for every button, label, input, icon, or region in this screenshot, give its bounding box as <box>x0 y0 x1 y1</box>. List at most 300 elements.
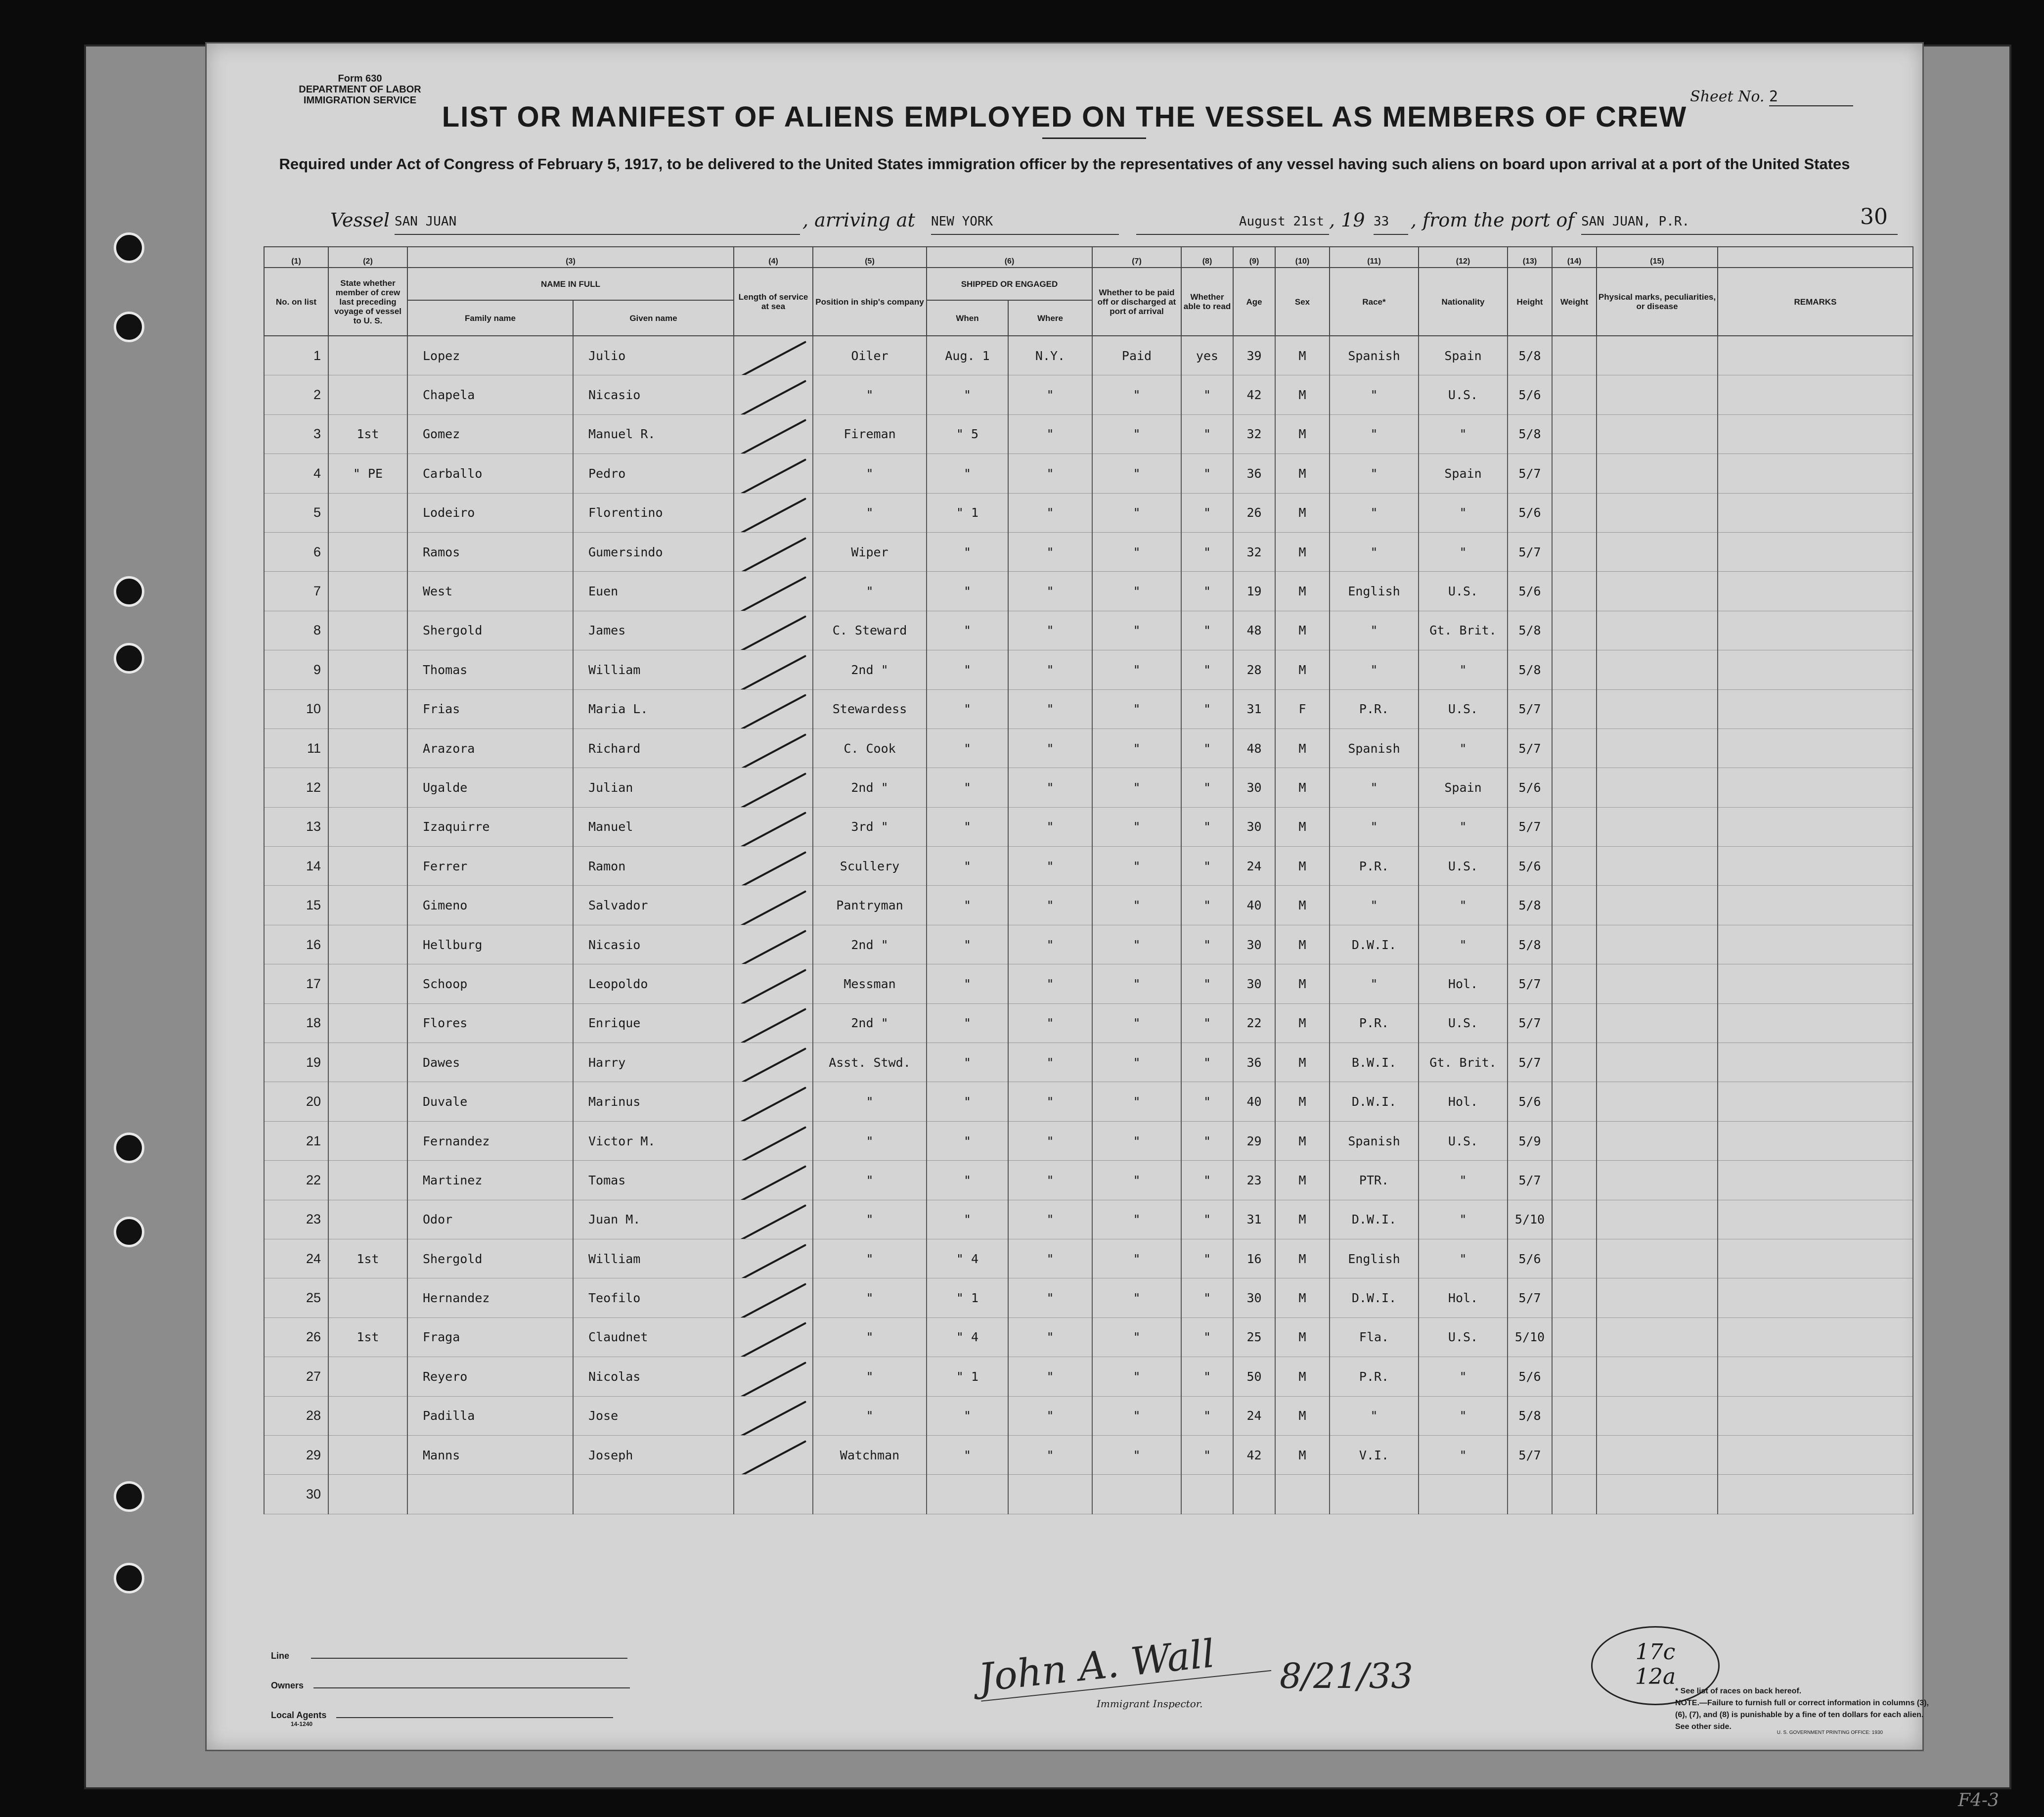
family-name-cell: Martinez <box>407 1161 573 1200</box>
nationality-cell: U.S. <box>1419 375 1508 414</box>
shipped-when-cell: " 1 <box>927 1357 1008 1396</box>
weight-cell <box>1552 1435 1597 1474</box>
shipped-when-cell: " <box>927 728 1008 768</box>
shipped-where-cell: " <box>1008 1278 1092 1317</box>
able-to-read-cell: " <box>1181 1161 1233 1200</box>
table-row <box>264 807 1913 846</box>
physical-marks-cell <box>1597 414 1718 454</box>
family-name-cell: Gomez <box>407 414 573 454</box>
last-voyage-cell <box>328 1475 407 1514</box>
remarks-cell <box>1718 768 1913 807</box>
shipped-when-cell: " <box>927 807 1008 846</box>
able-to-read-cell: " <box>1181 1003 1233 1043</box>
row-number: 25 <box>264 1278 328 1317</box>
nationality-cell: " <box>1419 1200 1508 1239</box>
shipped-where-cell: " <box>1008 1239 1092 1278</box>
physical-marks-cell <box>1597 611 1718 650</box>
given-name-cell: Nicolas <box>573 1357 734 1396</box>
row-number: 27 <box>264 1357 328 1396</box>
last-voyage-cell: 1st <box>328 1317 407 1357</box>
given-name-cell: William <box>573 650 734 689</box>
paid-off-cell: " <box>1092 454 1181 493</box>
length-of-service-cell <box>734 1435 813 1474</box>
sex-cell: M <box>1275 807 1330 846</box>
weight-cell <box>1552 689 1597 728</box>
given-name-cell: Julian <box>573 768 734 807</box>
given-name-cell: Joseph <box>573 1435 734 1474</box>
inspector-signature: John A. Wall <box>977 1626 1271 1701</box>
able-to-read-cell: " <box>1181 1278 1233 1317</box>
length-of-service-cell <box>734 532 813 571</box>
row-number: 30 <box>264 1475 328 1514</box>
shipped-when-cell: " <box>927 1435 1008 1474</box>
port-value: SAN JUAN, P.R. <box>1581 214 1898 235</box>
length-of-service-cell <box>734 1121 813 1160</box>
check-slash-icon <box>740 694 806 728</box>
paid-off-cell: " <box>1092 1317 1181 1357</box>
row-number: 16 <box>264 925 328 964</box>
race-cell: D.W.I. <box>1330 1200 1419 1239</box>
physical-marks-cell <box>1597 1475 1718 1514</box>
shipped-where-cell: " <box>1008 1082 1092 1121</box>
shipped-where-cell: " <box>1008 847 1092 886</box>
height-cell: 5/7 <box>1508 728 1552 768</box>
age-cell: 26 <box>1233 493 1275 532</box>
family-name-cell: Odor <box>407 1200 573 1239</box>
age-cell: 30 <box>1233 768 1275 807</box>
check-slash-icon <box>740 969 806 1003</box>
row-number: 3 <box>264 414 328 454</box>
binder-hole-icon <box>114 1563 144 1593</box>
shipped-where-cell: " <box>1008 1121 1092 1160</box>
col-number: (11) <box>1330 247 1419 268</box>
age-cell: 50 <box>1233 1357 1275 1396</box>
sex-cell: M <box>1275 336 1330 375</box>
col-number: (3) <box>407 247 734 268</box>
position-cell: Stewardess <box>813 689 927 728</box>
document-subtitle: Required under Act of Congress of February 5, 1917, to be delivered to the United States immigration officer by the representatives of any vessel having such aliens on board upon arrival at a port of the United States <box>279 155 1850 173</box>
agents-field <box>271 1710 613 1727</box>
paid-off-cell: " <box>1092 1278 1181 1317</box>
sex-cell: M <box>1275 847 1330 886</box>
last-voyage-cell <box>328 375 407 414</box>
nationality-cell: Hol. <box>1419 964 1508 1003</box>
family-name-cell: Duvale <box>407 1082 573 1121</box>
weight-cell <box>1552 1043 1597 1082</box>
sex-cell <box>1275 1475 1330 1514</box>
sex-cell: M <box>1275 768 1330 807</box>
header-name-in-full: NAME IN FULL <box>407 268 734 300</box>
weight-cell <box>1552 1082 1597 1121</box>
row-number: 4 <box>264 454 328 493</box>
shipped-where-cell: " <box>1008 532 1092 571</box>
last-voyage-cell <box>328 336 407 375</box>
paid-off-cell: " <box>1092 493 1181 532</box>
paid-off-cell: " <box>1092 414 1181 454</box>
paid-off-cell: " <box>1092 572 1181 611</box>
position-cell: " <box>813 1239 927 1278</box>
position-cell: " <box>813 1200 927 1239</box>
shipped-when-cell: " <box>927 1161 1008 1200</box>
height-cell: 5/10 <box>1508 1200 1552 1239</box>
remarks-cell <box>1718 1278 1913 1317</box>
length-of-service-cell <box>734 375 813 414</box>
height-cell: 5/6 <box>1508 375 1552 414</box>
weight-cell <box>1552 650 1597 689</box>
sex-cell: M <box>1275 1396 1330 1435</box>
given-name-cell: Harry <box>573 1043 734 1082</box>
position-cell: " <box>813 1121 927 1160</box>
shipped-when-cell: " <box>927 925 1008 964</box>
position-cell: Scullery <box>813 847 927 886</box>
shipped-where-cell: " <box>1008 572 1092 611</box>
last-voyage-cell <box>328 886 407 925</box>
shipped-when-cell: Aug. 1 <box>927 336 1008 375</box>
manifest-sheet <box>205 42 1929 1751</box>
shipped-when-cell: " 4 <box>927 1239 1008 1278</box>
remarks-cell <box>1718 1317 1913 1357</box>
family-name-cell: Dawes <box>407 1043 573 1082</box>
header-sex: Sex <box>1275 268 1330 336</box>
position-cell: Fireman <box>813 414 927 454</box>
header-paid-off: Whether to be paid off or discharged at port of arrival <box>1092 268 1181 336</box>
age-cell: 32 <box>1233 532 1275 571</box>
paid-off-cell: " <box>1092 847 1181 886</box>
row-number: 6 <box>264 532 328 571</box>
race-cell: D.W.I. <box>1330 1082 1419 1121</box>
sex-cell: M <box>1275 1200 1330 1239</box>
header-position: Position in ship's company <box>813 268 927 336</box>
check-slash-icon <box>740 1440 806 1475</box>
able-to-read-cell: " <box>1181 1043 1233 1082</box>
length-of-service-cell <box>734 964 813 1003</box>
family-name-cell: Frias <box>407 689 573 728</box>
last-voyage-cell <box>328 572 407 611</box>
position-cell: Asst. Stwd. <box>813 1043 927 1082</box>
nationality-cell <box>1419 1475 1508 1514</box>
able-to-read-cell: " <box>1181 1239 1233 1278</box>
family-name-cell: Padilla <box>407 1396 573 1435</box>
paid-off-cell: " <box>1092 1121 1181 1160</box>
race-cell: " <box>1330 532 1419 571</box>
family-name-cell: Shergold <box>407 1239 573 1278</box>
sex-cell: F <box>1275 689 1330 728</box>
shipped-when-cell: " <box>927 964 1008 1003</box>
able-to-read-cell: " <box>1181 847 1233 886</box>
table-row <box>264 925 1913 964</box>
able-to-read-cell: " <box>1181 1357 1233 1396</box>
physical-marks-cell <box>1597 1357 1718 1396</box>
col-number: (9) <box>1233 247 1275 268</box>
shipped-where-cell: " <box>1008 964 1092 1003</box>
family-name-cell: Arazora <box>407 728 573 768</box>
remarks-cell <box>1718 1121 1913 1160</box>
shipped-when-cell <box>927 1475 1008 1514</box>
row-number: 8 <box>264 611 328 650</box>
col-number: (14) <box>1552 247 1597 268</box>
age-cell <box>1233 1475 1275 1514</box>
col-number: (15) <box>1597 247 1718 268</box>
physical-marks-cell <box>1597 847 1718 886</box>
check-slash-icon <box>740 733 806 768</box>
nationality-cell: " <box>1419 1357 1508 1396</box>
owners-label: Owners <box>271 1681 304 1690</box>
shipped-where-cell: " <box>1008 768 1092 807</box>
sex-cell: M <box>1275 414 1330 454</box>
position-cell: 2nd " <box>813 925 927 964</box>
shipped-where-cell: " <box>1008 493 1092 532</box>
able-to-read-cell: " <box>1181 532 1233 571</box>
check-slash-icon <box>740 1283 806 1317</box>
able-to-read-cell <box>1181 1475 1233 1514</box>
shipped-where-cell: N.Y. <box>1008 336 1092 375</box>
col-number: (10) <box>1275 247 1330 268</box>
last-voyage-cell <box>328 1278 407 1317</box>
position-cell: " <box>813 454 927 493</box>
position-cell: 2nd " <box>813 768 927 807</box>
weight-cell <box>1552 414 1597 454</box>
agents-label: Local Agents <box>271 1710 327 1720</box>
header-given-name: Given name <box>573 300 734 336</box>
height-cell: 5/7 <box>1508 532 1552 571</box>
shipped-where-cell: " <box>1008 689 1092 728</box>
length-of-service-cell <box>734 689 813 728</box>
race-cell: Spanish <box>1330 728 1419 768</box>
header-age: Age <box>1233 268 1275 336</box>
last-voyage-cell <box>328 1357 407 1396</box>
able-to-read-cell: " <box>1181 1121 1233 1160</box>
paid-off-cell: " <box>1092 1239 1181 1278</box>
length-of-service-cell <box>734 611 813 650</box>
table-row <box>264 1475 1913 1514</box>
last-voyage-cell <box>328 728 407 768</box>
height-cell: 5/6 <box>1508 1357 1552 1396</box>
table-row <box>264 728 1913 768</box>
signed-date: 8/21/33 <box>1280 1656 1413 1696</box>
check-slash-icon <box>740 1087 806 1121</box>
manifest-body <box>264 336 1913 1514</box>
check-slash-icon <box>740 1362 806 1396</box>
age-cell: 30 <box>1233 1278 1275 1317</box>
year-value: 33 <box>1374 214 1408 235</box>
nationality-cell: U.S. <box>1419 572 1508 611</box>
table-row <box>264 611 1913 650</box>
table-row <box>264 964 1913 1003</box>
header-family-name: Family name <box>407 300 573 336</box>
length-of-service-cell <box>734 650 813 689</box>
last-voyage-cell <box>328 1003 407 1043</box>
race-cell: " <box>1330 375 1419 414</box>
able-to-read-cell: " <box>1181 650 1233 689</box>
shipped-when-cell: " <box>927 768 1008 807</box>
shipped-when-cell: " <box>927 572 1008 611</box>
height-cell: 5/6 <box>1508 493 1552 532</box>
header-length-of-service: Length of service at sea <box>734 268 813 336</box>
height-cell: 5/8 <box>1508 611 1552 650</box>
shipped-when-cell: " 1 <box>927 493 1008 532</box>
header-physical-marks: Physical marks, peculiarities, or disease <box>1597 268 1718 336</box>
check-slash-icon <box>740 851 806 886</box>
able-to-read-cell: " <box>1181 454 1233 493</box>
nationality-cell: Gt. Brit. <box>1419 611 1508 650</box>
able-to-read-cell: " <box>1181 964 1233 1003</box>
race-cell: Fla. <box>1330 1317 1419 1357</box>
physical-marks-cell <box>1597 886 1718 925</box>
race-cell: " <box>1330 611 1419 650</box>
col-number: (5) <box>813 247 927 268</box>
height-cell: 5/8 <box>1508 925 1552 964</box>
col-number: (12) <box>1419 247 1508 268</box>
length-of-service-cell <box>734 847 813 886</box>
position-cell: Oiler <box>813 336 927 375</box>
remarks-cell <box>1718 336 1913 375</box>
binder-hole-icon <box>114 312 144 342</box>
sex-cell: M <box>1275 1278 1330 1317</box>
nationality-cell: " <box>1419 1239 1508 1278</box>
row-number: 28 <box>264 1396 328 1435</box>
last-voyage-cell <box>328 1121 407 1160</box>
last-voyage-cell <box>328 768 407 807</box>
given-name-cell: Euen <box>573 572 734 611</box>
age-cell: 48 <box>1233 728 1275 768</box>
nationality-cell: U.S. <box>1419 689 1508 728</box>
position-cell: C. Cook <box>813 728 927 768</box>
given-name-cell: Juan M. <box>573 1200 734 1239</box>
length-of-service-cell <box>734 572 813 611</box>
col-number: (8) <box>1181 247 1233 268</box>
table-row <box>264 1239 1913 1278</box>
shipped-where-cell: " <box>1008 414 1092 454</box>
corner-mark: F4-3 <box>1958 1790 1999 1811</box>
check-slash-icon <box>740 1047 806 1082</box>
row-number: 11 <box>264 728 328 768</box>
position-cell: " <box>813 572 927 611</box>
nationality-cell: Hol. <box>1419 1278 1508 1317</box>
binder-hole-icon <box>114 1217 144 1247</box>
col-number: (6) <box>927 247 1092 268</box>
paid-off-cell: " <box>1092 650 1181 689</box>
shipped-where-cell: " <box>1008 1435 1092 1474</box>
table-row <box>264 1317 1913 1357</box>
race-cell: " <box>1330 886 1419 925</box>
row-number: 7 <box>264 572 328 611</box>
race-cell: " <box>1330 1396 1419 1435</box>
row-number: 24 <box>264 1239 328 1278</box>
given-name-cell: Manuel <box>573 807 734 846</box>
given-name-cell: Maria L. <box>573 689 734 728</box>
race-cell: B.W.I. <box>1330 1043 1419 1082</box>
crew-manifest-table <box>264 246 1913 1514</box>
family-name-cell: Reyero <box>407 1357 573 1396</box>
shipped-when-cell: " <box>927 1043 1008 1082</box>
family-name-cell: West <box>407 572 573 611</box>
circled-note-2: 12a <box>1635 1664 1676 1689</box>
able-to-read-cell: " <box>1181 768 1233 807</box>
position-cell: " <box>813 493 927 532</box>
family-name-cell: Lodeiro <box>407 493 573 532</box>
able-to-read-cell: " <box>1181 1435 1233 1474</box>
given-name-cell: Ramon <box>573 847 734 886</box>
header-row <box>264 268 1913 300</box>
position-cell: Watchman <box>813 1435 927 1474</box>
age-cell: 19 <box>1233 572 1275 611</box>
shipped-when-cell: " <box>927 454 1008 493</box>
race-cell: " <box>1330 454 1419 493</box>
physical-marks-cell <box>1597 1278 1718 1317</box>
nationality-cell: Spain <box>1419 768 1508 807</box>
row-number: 1 <box>264 336 328 375</box>
family-name-cell: Ferrer <box>407 847 573 886</box>
check-slash-icon <box>740 772 806 807</box>
weight-cell <box>1552 611 1597 650</box>
physical-marks-cell <box>1597 1161 1718 1200</box>
given-name-cell: Nicasio <box>573 375 734 414</box>
age-cell: 30 <box>1233 964 1275 1003</box>
length-of-service-cell <box>734 414 813 454</box>
vessel-label: Vessel <box>330 209 390 231</box>
table-row <box>264 847 1913 886</box>
height-cell: 5/6 <box>1508 847 1552 886</box>
height-cell: 5/8 <box>1508 1396 1552 1435</box>
page-number: 30 <box>1860 204 1888 229</box>
row-number: 13 <box>264 807 328 846</box>
nationality-cell: " <box>1419 414 1508 454</box>
physical-marks-cell <box>1597 572 1718 611</box>
remarks-cell <box>1718 1357 1913 1396</box>
remarks-cell <box>1718 454 1913 493</box>
check-slash-icon <box>740 930 806 964</box>
nationality-cell: U.S. <box>1419 1003 1508 1043</box>
remarks-cell <box>1718 964 1913 1003</box>
position-cell: Pantryman <box>813 886 927 925</box>
arrival-date: August 21st <box>1136 214 1329 235</box>
shipped-where-cell: " <box>1008 454 1092 493</box>
physical-marks-cell <box>1597 964 1718 1003</box>
race-cell: " <box>1330 807 1419 846</box>
paid-off-cell: " <box>1092 728 1181 768</box>
sex-cell: M <box>1275 886 1330 925</box>
last-voyage-cell: 1st <box>328 1239 407 1278</box>
height-cell: 5/7 <box>1508 1043 1552 1082</box>
shipped-where-cell: " <box>1008 1043 1092 1082</box>
age-cell: 24 <box>1233 847 1275 886</box>
physical-marks-cell <box>1597 807 1718 846</box>
table-row <box>264 375 1913 414</box>
weight-cell <box>1552 886 1597 925</box>
race-cell: English <box>1330 1239 1419 1278</box>
family-name-cell: Shergold <box>407 611 573 650</box>
row-number: 17 <box>264 964 328 1003</box>
able-to-read-cell: " <box>1181 375 1233 414</box>
length-of-service-cell <box>734 768 813 807</box>
age-cell: 29 <box>1233 1121 1275 1160</box>
given-name-cell: James <box>573 611 734 650</box>
line-field <box>271 1651 627 1661</box>
last-voyage-cell: " PE <box>328 454 407 493</box>
length-of-service-cell <box>734 1396 813 1435</box>
check-slash-icon <box>740 1126 806 1161</box>
able-to-read-cell: " <box>1181 689 1233 728</box>
footer-notes <box>1675 1685 1932 1733</box>
arriving-value: NEW YORK <box>931 214 1119 235</box>
race-cell: P.R. <box>1330 689 1419 728</box>
check-slash-icon <box>740 419 806 454</box>
race-cell: D.W.I. <box>1330 925 1419 964</box>
shipped-where-cell: " <box>1008 375 1092 414</box>
header-shipped-or-engaged: SHIPPED OR ENGAGED <box>927 268 1092 300</box>
race-cell: " <box>1330 650 1419 689</box>
row-number: 26 <box>264 1317 328 1357</box>
